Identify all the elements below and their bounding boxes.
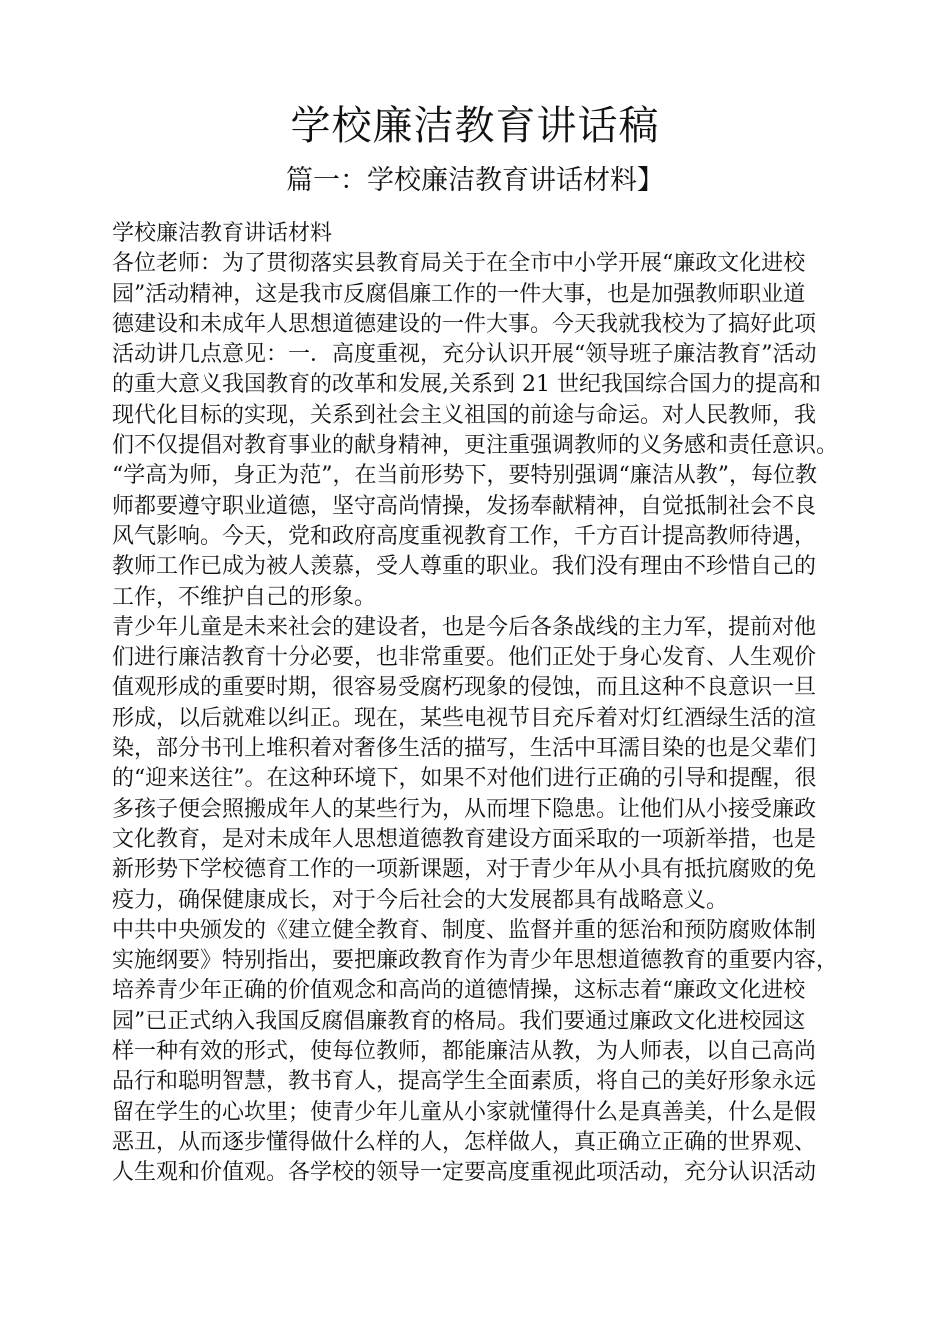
body-line: 园”活动精神，这是我市反腐倡廉工作的一件大事，也是加强教师职业道 xyxy=(112,281,806,307)
body-line: 教师工作已成为被人羡慕，受人尊重的职业。我们没有理由不珍惜自己的 xyxy=(112,554,817,580)
document-body xyxy=(112,219,882,1189)
body-line: 样一种有效的形式，使每位教师，都能廉洁从教，为人师表，以自己高尚 xyxy=(112,1039,817,1065)
body-line: 各位老师：为了贯彻落实县教育局关于在全市中小学开展“廉政文化进校 xyxy=(112,251,806,277)
body-line: 恶丑，从而逐步懂得做什么样的人，怎样做人，真正确立正确的世界观、 xyxy=(112,1129,817,1155)
document-title: 学校廉洁教育讲话稿 xyxy=(290,103,660,149)
body-line: 中共中央颁发的《建立健全教育、制度、监督并重的惩治和预防腐败体制 xyxy=(112,917,817,943)
body-line: 留在学生的心坎里；使青少年儿童从小家就懂得什么是真善美，什么是假 xyxy=(112,1099,817,1125)
document-subtitle: 篇一：学校廉洁教育讲话材料】 xyxy=(286,165,664,196)
body-line: 文化教育，是对未成年人思想道德教育建设方面采取的一项新举措，也是 xyxy=(112,826,817,852)
body-line: 学校廉洁教育讲话材料 xyxy=(112,221,333,246)
body-line: 实施纲要》特别指出，要把廉政教育作为青少年思想道德教育的重要内容， xyxy=(112,948,839,974)
body-line: 活动讲几点意见：一．高度重视，充分认识开展“领导班子廉洁教育”活动 xyxy=(112,342,817,368)
body-line: 值观形成的重要时期，很容易受腐朽现象的侵蚀，而且这种不良意识一旦 xyxy=(112,675,817,701)
body-line: 培养青少年正确的价值观念和高尚的道德情操，这标志着“廉政文化进校 xyxy=(112,978,806,1004)
body-line: 新形势下学校德育工作的一项新课题，对于青少年从小具有抵抗腐败的免 xyxy=(112,857,817,883)
body-line: 染，部分书刊上堆积着对奢侈生活的描写，生活中耳濡目染的也是父辈们 xyxy=(112,736,817,762)
body-line: 们不仅提倡对教育事业的献身精神，更注重强调教师的义务感和责任意识。 xyxy=(112,433,839,459)
body-line: 们进行廉洁教育十分必要，也非常重要。他们正处于身心发育、人生观价 xyxy=(112,645,817,671)
body-line: 形成，以后就难以纠正。现在，某些电视节目充斥着对灯红酒绿生活的渲 xyxy=(112,705,817,731)
body-line: 多孩子便会照搬成年人的某些行为，从而埋下隐患。让他们从小接受廉政 xyxy=(112,796,817,822)
body-line: 园”已正式纳入我国反腐倡廉教育的格局。我们要通过廉政文化进校园这 xyxy=(112,1008,806,1034)
body-line: 德建设和未成年人思想道德建设的一件大事。今天我就我校为了搞好此项 xyxy=(112,311,817,337)
body-line: 的重大意义我国教育的改革和发展,关系到 21 世纪我国综合国力的提高和 xyxy=(112,372,821,398)
body-line: 工作，不维护自己的形象。 xyxy=(112,584,377,610)
body-line: 品行和聪明智慧，教书育人，提高学生全面素质，将自己的美好形象永远 xyxy=(112,1069,817,1095)
body-line: 风气影响。今天，党和政府高度重视教育工作，千方百计提高教师待遇， xyxy=(112,523,817,549)
body-line: 人生观和价值观。各学校的领导一定要高度重视此项活动，充分认识活动 xyxy=(112,1160,817,1186)
body-line: 现代化目标的实现，关系到社会主义祖国的前途与命运。对人民教师，我 xyxy=(112,402,817,428)
body-line: 师都要遵守职业道德，坚守高尚情操，发扬奉献精神，自觉抵制社会不良 xyxy=(112,493,817,519)
body-line: 青少年儿童是未来社会的建设者，也是今后各条战线的主力军，提前对他 xyxy=(112,614,817,640)
body-line: 的“迎来送往”。在这种环境下，如果不对他们进行正确的引导和提醒，很 xyxy=(112,766,817,792)
body-line: 疫力，确保健康成长，对于今后社会的大发展都具有战略意义。 xyxy=(112,887,729,913)
body-line: “学高为师，身正为范”，在当前形势下，要特别强调“廉洁从教”，每位教 xyxy=(112,463,817,489)
